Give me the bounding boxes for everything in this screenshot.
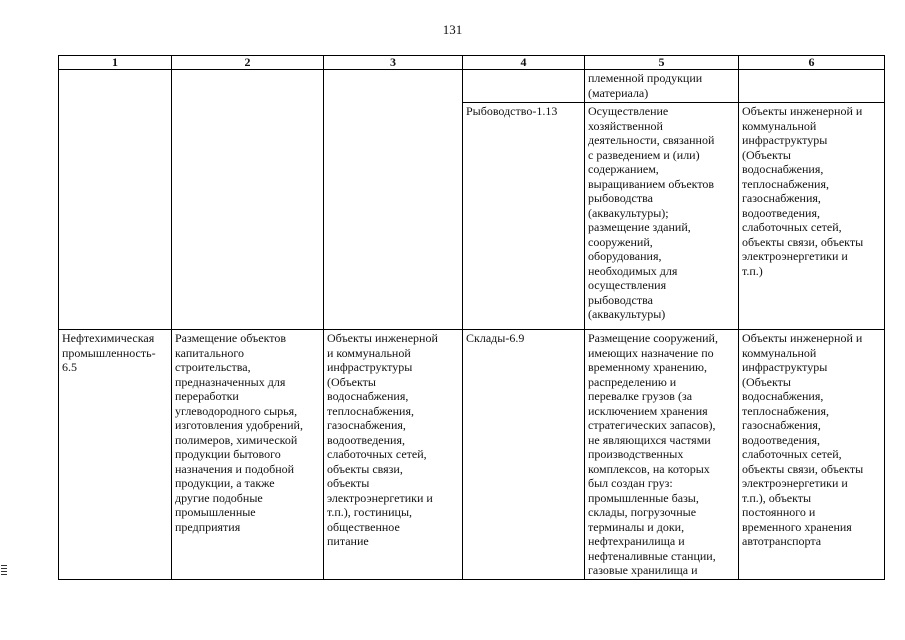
table-cell: племенной продукции (материала) bbox=[585, 70, 739, 103]
table-cell: Объекты инженерной и коммунальной инфраструктуры (Объекты водоснабжения, теплоснабжения, газоснабжения, водоотведения, слаботочных сетей, объекты связи, объекты электроэнергетики и т.п.), гостиницы, общественное питание bbox=[324, 330, 463, 580]
table-cell: Нефтехимическая промышленность- 6.5 bbox=[59, 330, 172, 580]
table-cell: Склады-6.9 bbox=[463, 330, 585, 580]
table-cell bbox=[324, 70, 463, 330]
page-number: 131 bbox=[442, 22, 463, 37]
column-header: 1 bbox=[59, 56, 172, 70]
table-cell: Осуществление хозяйственной деятельности, связанной с разведением и (или) содержанием, выращиванием объектов рыбоводства (аквакультуры); размещение зданий, сооружений, оборудования, необходимых для осуществления рыбоводства (аквакультуры) bbox=[585, 103, 739, 330]
table-cell: Объекты инженерной и коммунальной инфраструктуры (Объекты водоснабжения, теплоснабжения, газоснабжения, водоотведения, слаботочных сетей, объекты связи, объекты электроэнергетики и т.п.) bbox=[739, 103, 885, 330]
table-cell bbox=[463, 70, 585, 103]
zoning-table bbox=[58, 55, 885, 580]
column-header: 2 bbox=[172, 56, 324, 70]
table-row bbox=[59, 330, 885, 580]
table-cell bbox=[59, 70, 172, 330]
table-header-row bbox=[59, 56, 885, 70]
table-cell bbox=[172, 70, 324, 330]
table-cell: Рыбоводство-1.13 bbox=[463, 103, 585, 330]
column-header: 5 bbox=[585, 56, 739, 70]
column-header: 6 bbox=[739, 56, 885, 70]
table-cell: Объекты инженерной и коммунальной инфраструктуры (Объекты водоснабжения, теплоснабжения, газоснабжения, водоотведения, слаботочных сетей, объекты связи, объекты электроэнергетики и т.п.), объекты постоянного и временного хранения автотранспорта bbox=[739, 330, 885, 580]
table-cell bbox=[739, 70, 885, 103]
table-cell: Размещение сооружений, имеющих назначение по временному хранению, распределению и перевалке грузов (за исключением хранения стратегических запасов), не являющихся частями производственных комплексов, на которых был создан груз: промышленные базы, склады, погрузочные терминалы и доки, нефтехранилища и нефтеналивные станции, газовые хранилища и bbox=[585, 330, 739, 580]
column-header: 4 bbox=[463, 56, 585, 70]
scan-edge-marks bbox=[1, 565, 7, 577]
column-header: 3 bbox=[324, 56, 463, 70]
table-cell: Размещение объектов капитального строительства, предназначенных для переработки углеводородного сырья, изготовления удобрений, полимеров, химической продукции бытового назначения и подобной продукции, а также другие подобные промышленные предприятия bbox=[172, 330, 324, 580]
table-row bbox=[59, 70, 885, 103]
